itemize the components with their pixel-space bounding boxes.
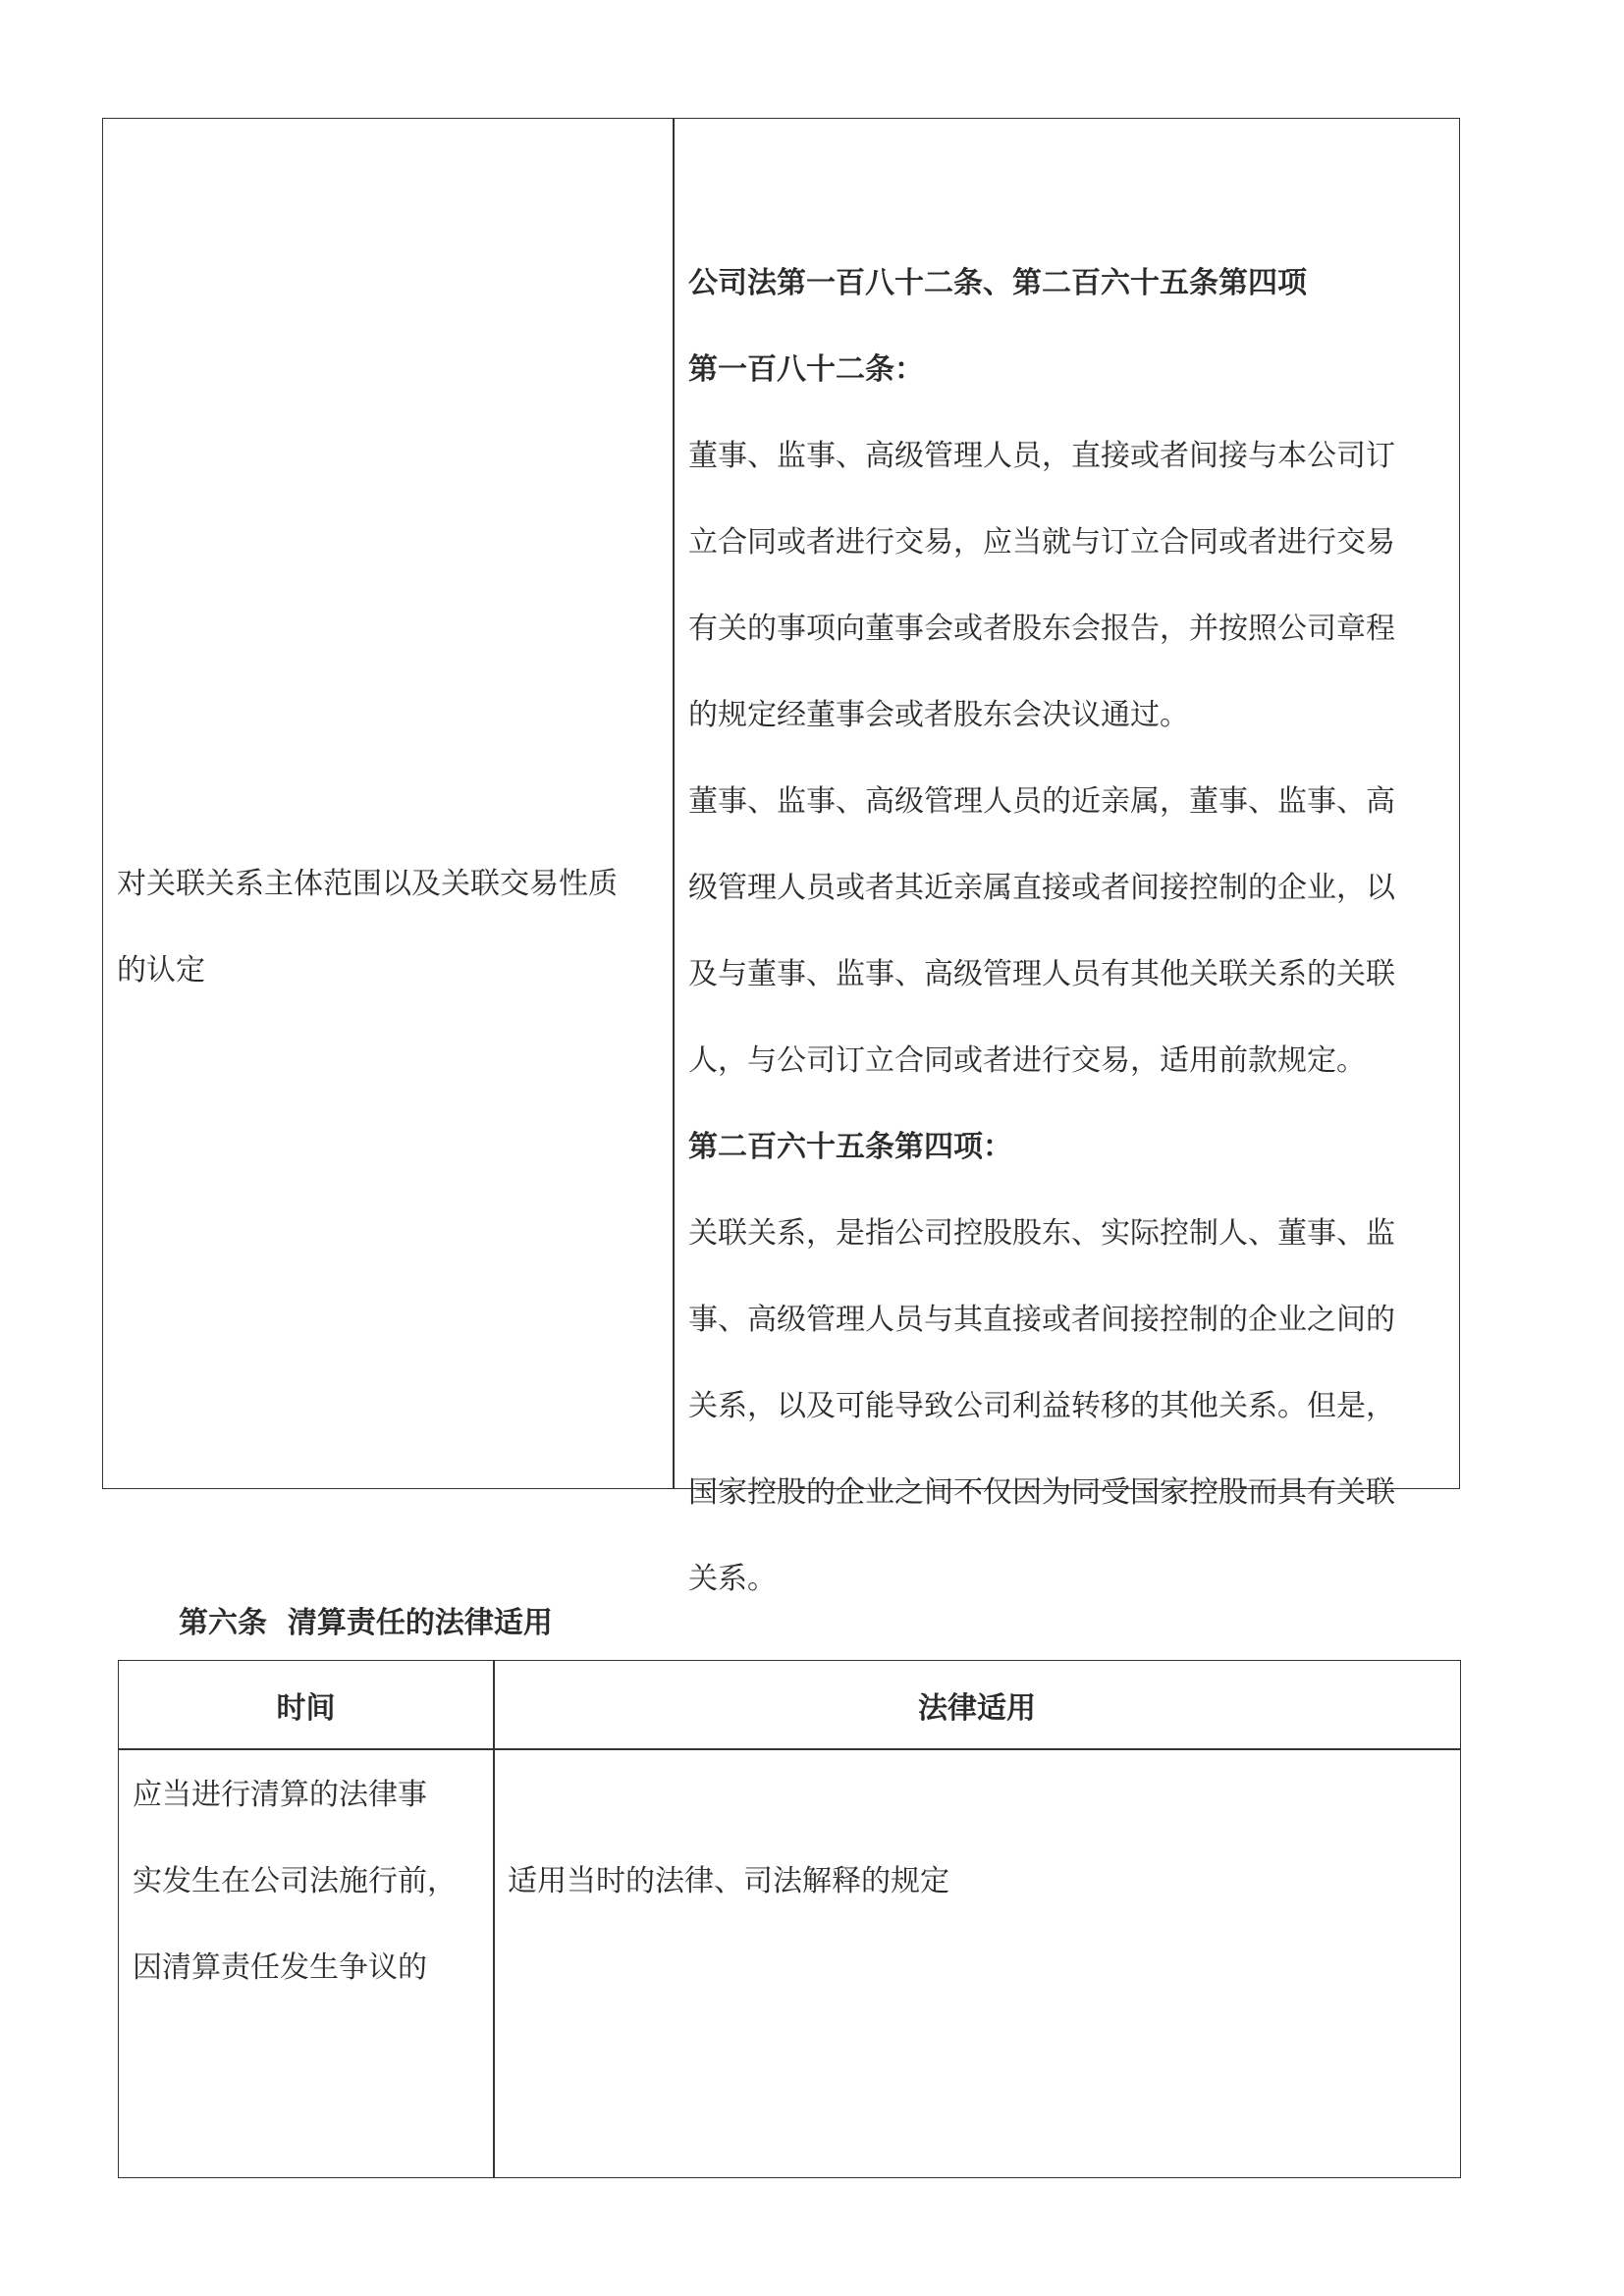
law-cell [508, 1839, 1450, 1925]
scope-cell [117, 841, 663, 1014]
law-provisions-cell [688, 240, 1454, 1623]
time-line: 应当进行清算的法律事 [133, 1778, 427, 1812]
provision-heading: 第二百六十五条第四项： [688, 1130, 1012, 1164]
time-line: 实发生在公司法施行前， [133, 1864, 457, 1898]
liquidation-table [118, 1660, 1461, 2178]
law-text: 适用当时的法律、司法解释的规定 [508, 1864, 949, 1898]
provision-line: 关系，以及可能导致公司利益转移的其他关系。但是， [688, 1389, 1395, 1423]
provision-line: 董事、监事、高级管理人员的近亲属，董事、监事、高 [688, 784, 1395, 819]
column-divider [673, 119, 675, 1488]
provision-line: 国家控股的企业之间不仅因为同受国家控股而具有关联 [688, 1475, 1395, 1510]
time-cell [133, 1752, 486, 2011]
header-divider [119, 1748, 1460, 1750]
provision-line: 立合同或者进行交易，应当就与订立合同或者进行交易 [688, 525, 1395, 560]
header-law: 法律适用 [918, 1690, 1036, 1726]
provision-line: 的规定经董事会或者股东会决议通过。 [688, 698, 1189, 732]
scope-line: 的认定 [117, 953, 205, 988]
provision-line: 级管理人员或者其近亲属直接或者间接控制的企业，以 [688, 871, 1395, 905]
provision-line: 关联关系，是指公司控股股东、实际控制人、董事、监 [688, 1216, 1395, 1251]
scope-line: 对关联关系主体范围以及关联交易性质 [117, 867, 618, 901]
provision-line: 及与董事、监事、高级管理人员有其他关联关系的关联 [688, 957, 1395, 991]
provision-line: 事、高级管理人员与其直接或者间接控制的企业之间的 [688, 1303, 1395, 1337]
provision-heading: 公司法第一百八十二条、第二百六十五条第四项 [688, 266, 1307, 300]
provision-heading: 第一百八十二条： [688, 352, 924, 387]
section-title: 第六条 清算责任的法律适用 [179, 1606, 553, 1640]
header-time: 时间 [276, 1690, 336, 1726]
provision-line: 董事、监事、高级管理人员，直接或者间接与本公司订 [688, 439, 1395, 473]
provision-line: 关系。 [688, 1562, 777, 1596]
provision-line: 有关的事项向董事会或者股东会报告，并按照公司章程 [688, 612, 1395, 646]
time-line: 因清算责任发生争议的 [133, 1950, 427, 1985]
relation-table [102, 118, 1460, 1596]
provision-line: 人，与公司订立合同或者进行交易，适用前款规定。 [688, 1043, 1366, 1078]
